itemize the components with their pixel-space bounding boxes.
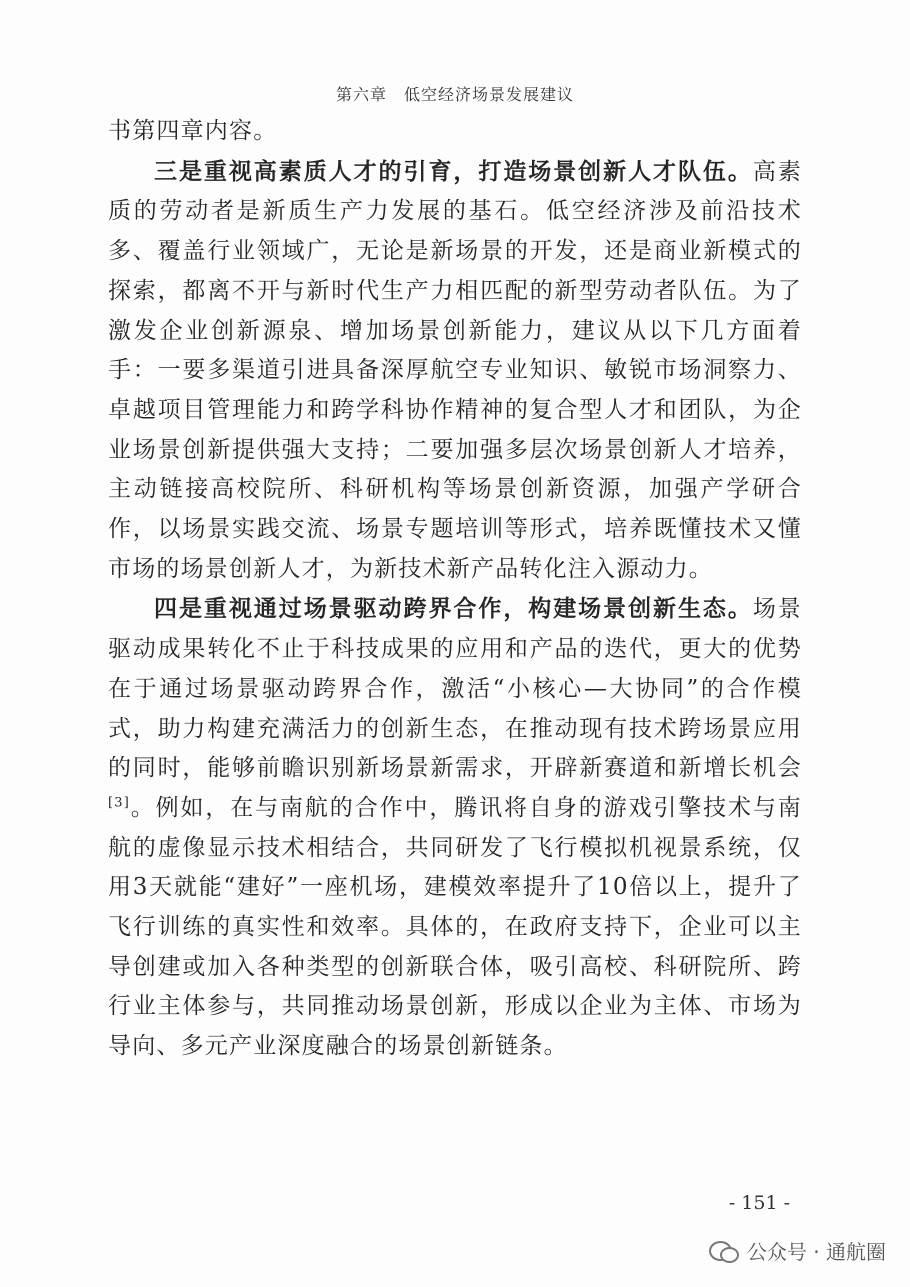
- paragraph-talent: [108, 152, 802, 590]
- watermark-text: 公众号 · 通航圈: [746, 1240, 886, 1264]
- paragraph-text-collaboration-a: 场景驱动成果转化不止于科技成果的应用和产品的迭代，更大的优势在于通过场景驱动跨界合作，激活“小核心—大协同”的合作模式，助力构建充满活力的创新生态，在推动现有技术跨场景应用的同时，能够前瞻识别新场景新需求，开辟新赛道和新增长机会: [108, 596, 802, 782]
- paragraph-collaboration: [108, 589, 802, 1066]
- paragraph-text-talent: 高素质的劳动者是新质生产力发展的基石。低空经济涉及前沿技术多、覆盖行业领域广，无论是新场景的开发，还是商业新模式的探索，都离不开与新时代生产力相匹配的新型劳动者队伍。为了激发企业创新源泉、增加场景创新能力，建议从以下几方面着手：一要多渠道引进具备深厚航空专业知识、敏锐市场洞察力、卓越项目管理能力和跨学科协作精神的复合型人才和团队，为企业场景创新提供强大支持；二要加强多层次场景创新人才培养，主动链接高校院所、科研机构等场景创新资源，加强产学研合作，以场景实践交流、场景专题培训等形式，培养既懂技术又懂市场的场景创新人才，为新技术新产品转化注入源动力。: [108, 158, 802, 582]
- wechat-icon: [709, 1239, 739, 1263]
- paragraph-lead-talent: 三是重视高素质人才的引育，打造场景创新人才队伍。: [154, 157, 753, 185]
- page-number: - 151 -: [728, 1192, 790, 1214]
- body-text: [108, 112, 802, 1067]
- paragraph-text-collaboration-b: 。例如，在与南航的合作中，腾讯将自身的游戏引擎技术与南航的虚像显示技术相结合，共同研发了飞行模拟机视景系统，仅用3天就能“建好”一座机场，建模效率提升了10倍以上，提升了飞行训练的真实性和效率。具体的，在政府支持下，企业可以主导创建或加入各种类型的创新联合体，吸引高校、科研院所、跨行业主体参与，共同推动场景创新，形成以企业为主体、市场为导向、多元产业深度融合的场景创新链条。: [108, 794, 802, 1060]
- running-header: 第六章 低空经济场景发展建议: [335, 85, 574, 104]
- paragraph-lead-collaboration: 四是重视通过场景驱动跨界合作，构建场景创新生态。: [154, 595, 753, 623]
- paragraph-continuation: 书第四章内容。: [108, 118, 278, 144]
- watermark: [709, 1236, 886, 1265]
- reference-marker: [3]: [108, 795, 131, 811]
